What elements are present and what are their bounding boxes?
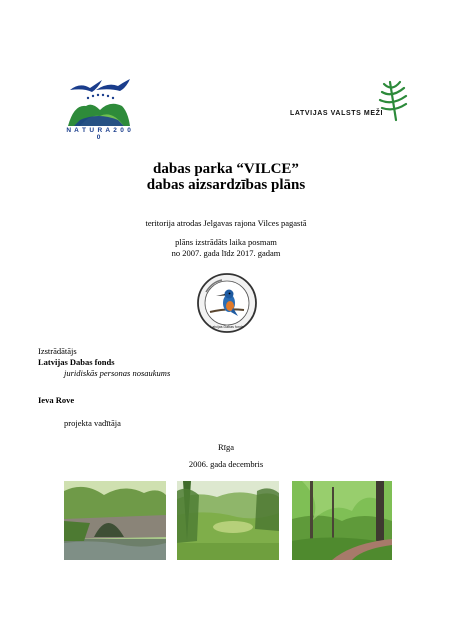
place-text: Rīga [217,442,235,452]
organization-name: Latvijas Dabas fonds [38,357,115,367]
green-meadow-photo [177,481,279,560]
person-role: projekta vadītāja [64,418,121,428]
kingfisher-icon [196,272,258,334]
document-title-line2: dabas aizsardzības plāns [146,177,306,193]
latvijas-valsts-mezi-logo [288,80,408,126]
document-title-line1: dabas parka “VILCE” [153,161,299,177]
forest-path-photo [292,481,392,560]
latvijas-valsts-mezi-label: LATVIJAS VALSTS MEŽI [290,110,384,117]
stone-bridge-photo [64,481,166,560]
period-text-line1: plāns izstrādāts laika posmam [175,237,277,247]
person-name: Ieva Rove [38,395,75,405]
date-text: 2006. gada decembris [188,459,264,469]
organization-note: juridiskās personas nosaukums [64,368,171,378]
period-text-line2: no 2007. gada līdz 2017. gadam [171,248,281,258]
territory-text: teritorija atrodas Jelgavas rajona Vilces pagastā [145,218,307,228]
emblem-ring-text: Latvijas Dabas fonds [210,325,244,329]
prepared-by-label: Izstrādātājs [38,346,77,356]
natura-2000-label: N A T U R A 2 0 0 0 [66,127,132,141]
